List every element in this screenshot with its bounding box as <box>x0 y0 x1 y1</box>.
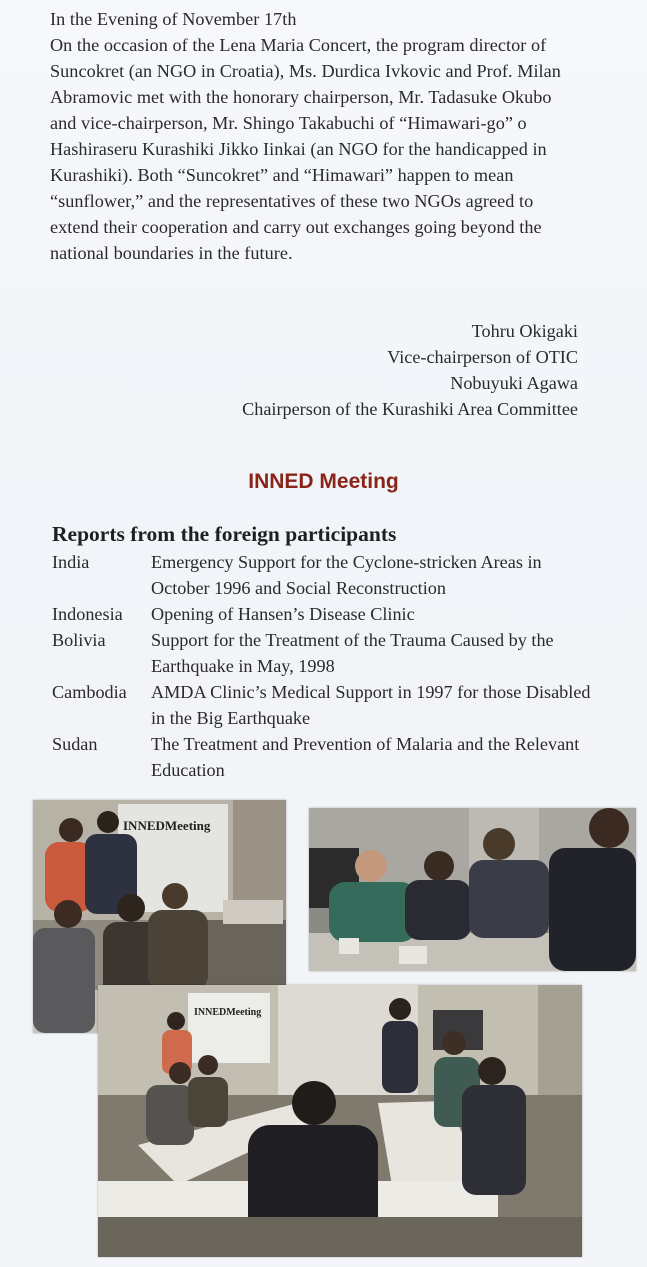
report-row <box>52 627 592 679</box>
report-row <box>52 731 592 783</box>
signature-title-2: Chairperson of the Kurashiki Area Committee <box>242 399 578 419</box>
report-country: Indonesia <box>52 604 123 624</box>
article-heading: In the Evening of November 17th <box>50 9 297 29</box>
signature-name-2: Nobuyuki Agawa <box>450 373 578 393</box>
report-topic: AMDA Clinic’s Medical Support in 1997 for those Disabled in the Big Earthquake <box>151 682 591 728</box>
article <box>50 6 578 266</box>
photo-sign-3: INNEDMeeting <box>194 1007 262 1018</box>
report-row <box>52 549 592 601</box>
report-row <box>52 679 592 731</box>
meeting-photo-2 <box>309 808 636 971</box>
report-topic: Opening of Hansen’s Disease Clinic <box>151 604 415 624</box>
report-country: Sudan <box>52 734 98 754</box>
reports-heading: Reports from the foreign participants <box>52 522 397 546</box>
report-country: Bolivia <box>52 630 106 650</box>
photo-sign-1: INNEDMeeting <box>123 818 211 833</box>
report-topic: Emergency Support for the Cyclone-stricken Areas in October 1996 and Social Reconstruction <box>151 552 542 598</box>
signature-block <box>242 318 578 422</box>
section-title: INNED Meeting <box>248 470 399 493</box>
signature-name-1: Tohru Okigaki <box>471 321 578 341</box>
report-topic: The Treatment and Prevention of Malaria and the Relevant Education <box>151 734 580 780</box>
report-row <box>52 601 592 627</box>
article-text <box>50 6 578 266</box>
report-topic: Support for the Treatment of the Trauma Caused by the Earthquake in May, 1998 <box>151 630 554 676</box>
report-country: Cambodia <box>52 682 127 702</box>
meeting-photo-3 <box>98 985 582 1257</box>
reports-section <box>52 522 592 783</box>
report-country: India <box>52 552 90 572</box>
signature-title-1: Vice-chairperson of OTIC <box>387 347 578 367</box>
article-body: On the occasion of the Lena Maria Concert, the program director of Suncokret (an NGO in Croatia), Ms. Durdica Ivkovic and Prof. Milan Abramovic met with the honorary chairperson, Mr. Tadasuke Okubo and vice-chairperson, Mr. Shingo Takabuchi of “Himawari-go” o Hashiraseru Kurashiki Jikko Iinkai (an NGO for the handicapped in Kurashiki). Both “Suncokret” and “Himawari” happen to mean “sunflower,” and the representatives of these two NGOs agreed to extend their cooperation and carry out exchanges going beyond the national boundaries in the future. <box>50 35 561 263</box>
